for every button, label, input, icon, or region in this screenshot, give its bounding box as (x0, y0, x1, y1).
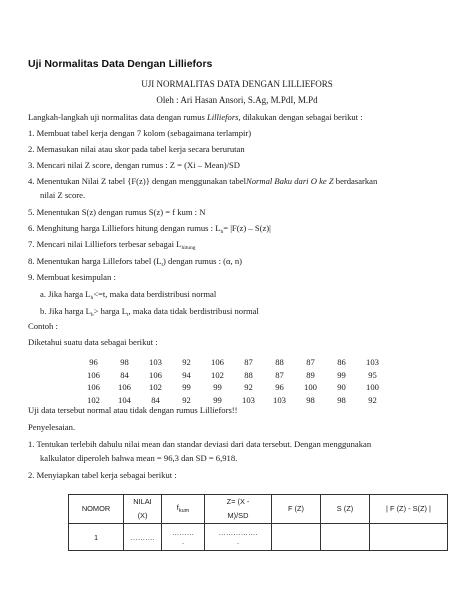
step-4-continuation: nilai Z score. (40, 190, 86, 200)
step-6 (28, 223, 271, 238)
step-4 (28, 176, 377, 187)
data-cell: 106 (211, 357, 224, 368)
data-cell: 90 (337, 382, 346, 393)
work-table-header-row (69, 495, 448, 524)
data-cell: 99 (213, 394, 222, 405)
data-cell: 99 (182, 382, 191, 393)
solution-step-2: 2. Menyiapkan tabel kerja sebagai berikut : (28, 470, 177, 480)
step-2: 2. Memasukan nilai atau skor pada tabel kerja secara berurutan (28, 144, 245, 154)
data-cell: 103 (273, 394, 286, 405)
data-cell: 92 (182, 357, 191, 368)
data-cell: 87 (275, 369, 284, 380)
intro-paragraph (28, 112, 363, 123)
header-z-line-1: Z= (X - (226, 497, 250, 506)
conclusion-b (40, 306, 259, 321)
data-cell: 103 (242, 394, 255, 405)
question-text: Uji data tersebut normal atau tidak dengan rumus Lilliefors!! (28, 405, 238, 415)
step-8-formula: ) dengan rumus : (α, n) (163, 256, 242, 266)
header-nilai (124, 495, 162, 524)
header-nilai-line-2: (X) (137, 511, 148, 520)
solution-step-1-continuation: kalkulator diperoleh bahwa mean = 96,3 dan SD = 6,918. (40, 453, 238, 463)
data-cell: 84 (120, 369, 129, 380)
cell-f-kum-line-1: ……… (171, 528, 195, 537)
header-difference: | F (Z) - S(Z) | (370, 495, 448, 524)
example-label: Contoh : (28, 321, 58, 331)
solution-label: Penyelesaian. (28, 422, 76, 432)
step-6-formula: = |F(z) – S(z)| (223, 223, 271, 233)
data-cell: 99 (337, 369, 346, 380)
data-cell: 106 (87, 369, 100, 380)
conclusion-b-text: b. Jika harga L (40, 306, 91, 316)
table-row (69, 524, 448, 551)
data-cell: 95 (368, 369, 377, 380)
header-f-kum (162, 495, 205, 524)
cell-f-kum (162, 524, 205, 551)
step-8-text: 8. Menentukan harga Lillefors tabel (L (28, 256, 162, 266)
data-cell: 88 (275, 357, 284, 368)
cell-f-kum-line-2: . (181, 537, 185, 546)
data-cell: 106 (87, 382, 100, 393)
data-cell: 92 (182, 394, 191, 405)
work-table (68, 494, 448, 551)
cell-f-z (272, 524, 321, 551)
data-cell: 102 (87, 394, 100, 405)
conclusion-b-mid: > harga L (93, 306, 127, 316)
cell-nomor: 1 (69, 524, 124, 551)
step-6-text: 6. Menghitung harga Lilliefors hitung dengan rumus : L (28, 223, 221, 233)
table-row (78, 356, 388, 369)
data-cell: 87 (244, 357, 253, 368)
data-cell: 99 (213, 382, 222, 393)
data-cell: 103 (366, 357, 379, 368)
data-cell: 102 (211, 369, 224, 380)
step-7 (28, 239, 196, 254)
data-cell: 96 (275, 382, 284, 393)
data-cell: 103 (149, 357, 162, 368)
data-cell: 100 (366, 382, 379, 393)
data-cell: 92 (368, 394, 377, 405)
step-5: 5. Menentukan S(z) dengan rumus S(z) = f kum : N (28, 207, 206, 217)
cell-nilai: ………. (124, 524, 162, 551)
step-7-text: 7. Mencari nilai Lilliefors terbesar sebagai L (28, 239, 182, 249)
conclusion-b-sub-2: t (127, 312, 129, 318)
table-row (78, 381, 388, 394)
conclusion-a-text: a. Jika harga L (40, 289, 91, 299)
section-heading: UJI NORMALITAS DATA DENGAN LILLIEFORS (141, 79, 333, 89)
data-cell: 98 (120, 357, 129, 368)
step-8-subscript: t (161, 262, 164, 268)
intro-term: Lilliefors (206, 112, 239, 122)
header-nilai-line-1: NILAI (133, 497, 152, 506)
header-f-subscript: kum (178, 507, 190, 514)
cell-difference (370, 524, 448, 551)
header-nomor: NOMOR (69, 495, 124, 524)
step-3: 3. Mencari nilai Z score, dengan rumus : Z = (Xi – Mean)/SD (28, 160, 240, 170)
data-cell: 104 (118, 394, 131, 405)
header-f-z: F (Z) (272, 495, 321, 524)
data-cell: 89 (306, 369, 315, 380)
conclusion-a-rest: <=t, maka data berdistribusi normal (93, 289, 217, 299)
intro-text-start: Langkah-langkah uji normalitas data dengan rumus (28, 112, 207, 122)
table-row (78, 369, 388, 382)
data-cell: 94 (182, 369, 191, 380)
solution-step-1: 1. Tentukan terlebih dahulu nilai mean dan standar deviasi dari data tersebut. Dengan menggunakan (28, 439, 372, 449)
header-z-line-2: M)/SD (227, 511, 249, 520)
data-cell: 102 (149, 382, 162, 393)
step-7-subscript: hitung (181, 245, 196, 251)
step-4-table-name: Normal Baku dari O ke Z (246, 176, 334, 186)
intro-text-end: , dilakukan dengan sebagai berikut : (238, 112, 363, 122)
data-cell: 106 (118, 382, 131, 393)
cell-z-line-2: . (236, 537, 240, 546)
data-cell: 92 (244, 382, 253, 393)
data-cell: 106 (149, 369, 162, 380)
header-z-score (205, 495, 272, 524)
given-data-text: Diketahui suatu data sebagai berikut : (28, 337, 158, 347)
data-cell: 98 (337, 394, 346, 405)
data-cell: 98 (306, 394, 315, 405)
conclusion-a (40, 289, 216, 304)
conclusion-a-sub: h (90, 295, 94, 301)
step-4-text-end: berdasarkan (333, 176, 378, 186)
document-title: Uji Normalitas Data Dengan Lilliefors (28, 58, 213, 70)
cell-z-line-1: ……………. (218, 528, 258, 537)
header-f-symbol: f (176, 502, 179, 512)
data-cell: 100 (304, 382, 317, 393)
cell-s-z (321, 524, 370, 551)
step-9: 9. Membuat kesimpulan : (28, 272, 116, 282)
step-1: 1. Membuat tabel kerja dengan 7 kolom (sebagaimana terlampir) (28, 128, 252, 138)
cell-z-score (205, 524, 272, 551)
data-cell: 86 (337, 357, 346, 368)
conclusion-b-rest: , maka data tidak berdistribusi normal (128, 306, 259, 316)
data-cell: 87 (306, 357, 315, 368)
header-s-z: S (Z) (321, 495, 370, 524)
step-4-text: 4. Menentukan Nilai Z tabel {F(z)} dengan menggunakan tabel (28, 176, 247, 186)
data-table (78, 356, 388, 406)
data-cell: 96 (89, 357, 98, 368)
data-cell: 84 (151, 394, 160, 405)
data-cell: 88 (244, 369, 253, 380)
author-line: Oleh : Ari Hasan Ansori, S.Ag, M.PdI, M.Pd (156, 95, 318, 105)
step-8 (28, 256, 242, 271)
conclusion-b-sub-1: h (90, 312, 94, 318)
step-6-subscript: h (220, 229, 224, 235)
